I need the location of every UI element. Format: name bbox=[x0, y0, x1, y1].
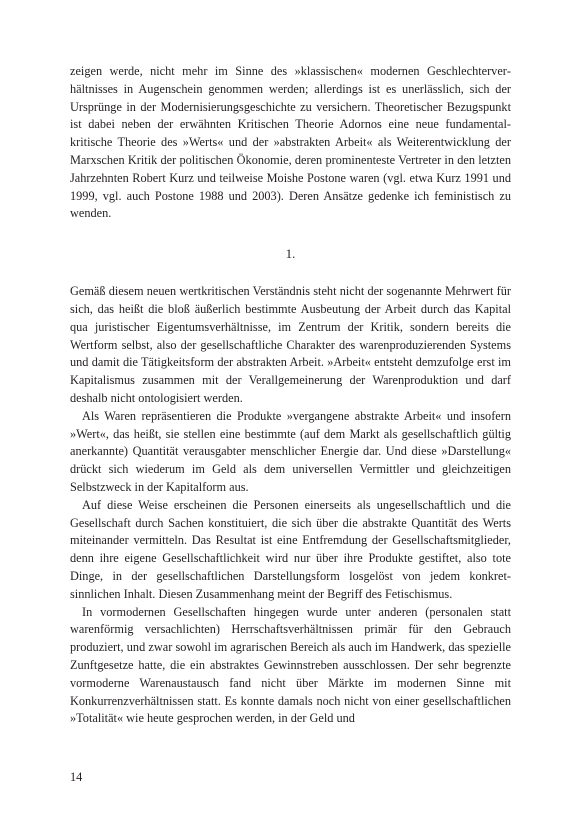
body-paragraph: Als Waren repräsentieren die Produkte »vergangene abstrakte Arbeit« und insofern »Wert«, das heißt, sie stellen eine bestimmte (auf dem Markt als gesellschaftlich gültig anerkannte) Quantität verausgabter menschlicher Energie dar. Und diese »Darstellung« drückt sich wiederum im Geld als dem universellen Vermittler und gleichzeitigen Selbstzweck in der Kapitalform aus. bbox=[70, 408, 511, 494]
section-heading: 1. bbox=[285, 246, 296, 262]
page-number: 14 bbox=[70, 770, 83, 784]
page-body bbox=[70, 63, 511, 728]
body-paragraph: zeigen werde, nicht mehr im Sinne des »klassischen« modernen Geschlechterverhältnisses in Augenschein genommen werden; allerdings ist es unerlässlich, sich der Ursprünge in der Modernisierungsgeschichte zu versichern. Theoretischer Bezugspunkt ist dabei neben der erwähnten Kritischen Theorie Adornos eine neue fundamental-kritische Theorie des »Werts« und der »abstrakten Arbeit« als Weiterentwicklung der Marxschen Kritik der politischen Ökonomie, deren prominenteste Vertreter in den letzten Jahrzehnten Robert Kurz und teilweise Moishe Postone waren (vgl. etwa Kurz 1991 und 1999, vgl. auch Postone 1988 und 2003). Deren Ansätze gedenke ich feministisch zu wenden. bbox=[70, 64, 511, 221]
body-paragraph: In vormodernen Gesellschaften hingegen wurde unter anderen (personalen statt warenförmig versachlichten) Herrschaftsverhältnissen primär für den Gebrauch produziert, und zwar sowohl im agrarischen Bereich als auch im Handwerk, das spezielle Zunftgesetze hatte, die ein abstraktes Gewinnstreben ausschlossen. Der sehr begrenzte vormoderne Warenaustausch fand nicht über Märkte im modernen Sinne mit Konkurrenzverhältnissen statt. Es konnte damals noch nicht von einer gesellschaftlichen »Totalität« wie heute gesprochen werden, in der Geld und bbox=[70, 604, 511, 726]
body-paragraph: Auf diese Weise erscheinen die Personen einerseits als ungesellschaftlich und die Gesellschaft durch Sachen konstituiert, die sich über die abstrakte Quantität des Werts miteinander vermitteln. Das Resultat ist eine Entfremdung der Gesellschaftsmitglieder, denn ihre eigene Gesellschaftlichkeit wird nur über ihre Produkte gestiftet, also tote Dinge, in der gesellschaftlichen Darstellungsform losgelöst von jedem konkret-sinnlichen Inhalt. Diesen Zusammenhang meint der Begriff des Fetischismus. bbox=[70, 497, 511, 601]
body-paragraph: Gemäß diesem neuen wertkritischen Verständnis steht nicht der sogenannte Mehrwert für sich, das heißt die bloß äußerlich bestimmte Ausbeutung der Arbeit durch das Kapital qua juristischer Eigentumsverhältnisse, im Zentrum der Kritik, sondern bereits die Wertform selbst, also der gesellschaftliche Charakter des warenproduzierenden Systems und damit die Tätigkeitsform der abstrakten Arbeit. »Arbeit« entsteht demzufolge erst im Kapitalismus zusammen mit der Verallgemeinerung der Warenproduktion und darf deshalb nicht ontologisiert werden. bbox=[70, 284, 511, 405]
